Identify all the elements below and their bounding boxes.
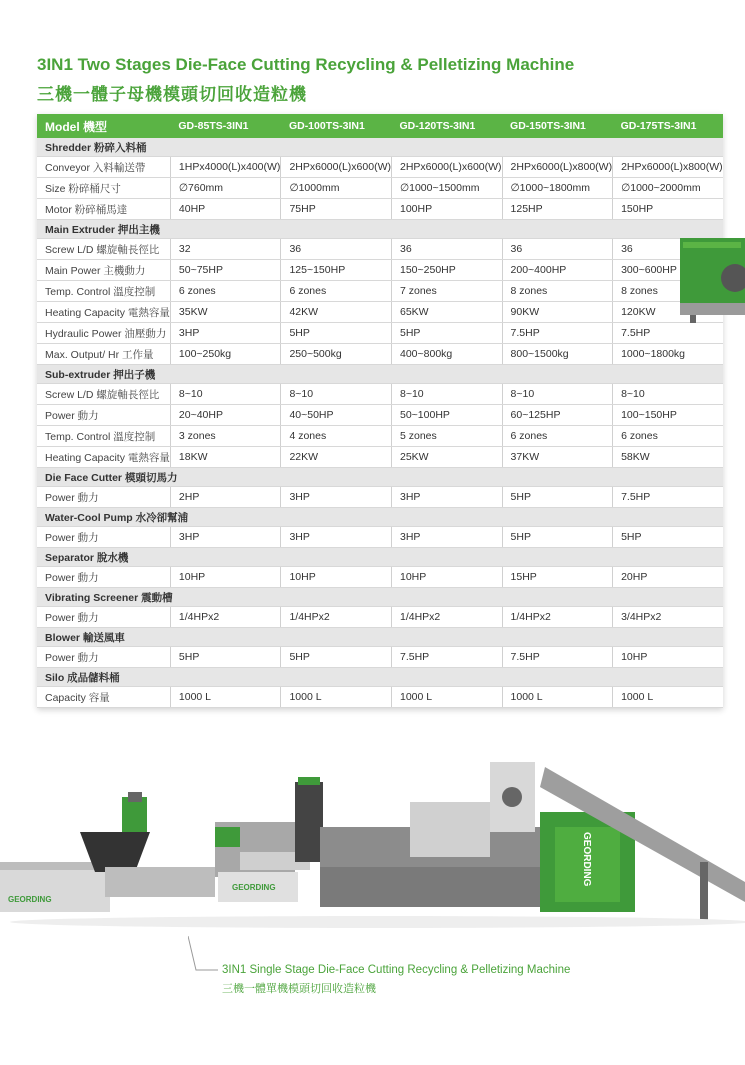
table-cell: 1HPx4000(L)x400(W) <box>170 157 281 178</box>
table-cell: 5HP <box>281 647 392 668</box>
table-cell: 400~800kg <box>391 344 502 365</box>
table-cell: 7.5HP <box>502 323 613 344</box>
row-label: Screw L/D 螺旋軸長徑比 <box>37 239 170 260</box>
table-row <box>37 302 723 323</box>
spec-table <box>37 114 723 708</box>
table-cell: ∅760mm <box>170 178 281 199</box>
page-title: 3IN1 Two Stages Die-Face Cutting Recycling & Pelletizing Machine <box>37 55 575 74</box>
section-row <box>37 628 723 647</box>
table-cell: 100~150HP <box>613 405 723 426</box>
row-label: Size 粉碎桶尺寸 <box>37 178 170 199</box>
table-cell: 5HP <box>502 527 613 548</box>
row-label: Heating Capacity 電熱容量 <box>37 447 170 468</box>
table-cell: 3HP <box>391 527 502 548</box>
table-row <box>37 567 723 588</box>
table-cell: 3HP <box>281 487 392 508</box>
machine-photo-partial <box>680 228 745 323</box>
table-cell: 5HP <box>613 527 723 548</box>
header-model-column: GD-150TS-3IN1 <box>502 114 613 138</box>
row-label: Power 動力 <box>37 567 170 588</box>
table-cell: 10HP <box>170 567 281 588</box>
row-label: Motor 粉碎桶馬達 <box>37 199 170 220</box>
table-cell: 5 zones <box>391 426 502 447</box>
brand-label-1: GEORDING <box>8 895 52 904</box>
table-cell: ∅1000~2000mm <box>613 178 723 199</box>
table-cell: 1/4HPx2 <box>391 607 502 628</box>
table-cell: 42KW <box>281 302 392 323</box>
section-row <box>37 588 723 607</box>
section-label: Separator 脫水機 <box>37 548 723 567</box>
table-row <box>37 527 723 548</box>
table-cell: 10HP <box>613 647 723 668</box>
table-cell: ∅1000~1800mm <box>502 178 613 199</box>
table-cell: 18KW <box>170 447 281 468</box>
section-row <box>37 468 723 487</box>
caption-en: 3IN1 Single Stage Die-Face Cutting Recycling & Pelletizing Machine <box>222 964 571 976</box>
table-cell: 8 zones <box>613 281 723 302</box>
header-model-column: GD-120TS-3IN1 <box>391 114 502 138</box>
table-cell: 36 <box>391 239 502 260</box>
row-label: Capacity 容量 <box>37 687 170 708</box>
table-cell: 300~600HP <box>613 260 723 281</box>
table-cell: 5HP <box>391 323 502 344</box>
row-label: Power 動力 <box>37 647 170 668</box>
table-cell: 7.5HP <box>502 647 613 668</box>
header-model-column: GD-100TS-3IN1 <box>281 114 392 138</box>
table-cell: 20HP <box>613 567 723 588</box>
table-cell: 20~40HP <box>170 405 281 426</box>
row-label: Max. Output/ Hr 工作量 <box>37 344 170 365</box>
table-cell: 5HP <box>170 647 281 668</box>
table-cell: 4 zones <box>281 426 392 447</box>
table-row <box>37 323 723 344</box>
table-cell: ∅1000~1500mm <box>391 178 502 199</box>
header-model-column: GD-85TS-3IN1 <box>170 114 281 138</box>
row-label: Temp. Control 溫度控制 <box>37 281 170 302</box>
table-cell: 125HP <box>502 199 613 220</box>
table-cell: 7.5HP <box>391 647 502 668</box>
table-cell: 7 zones <box>391 281 502 302</box>
section-row <box>37 365 723 384</box>
table-cell: 90KW <box>502 302 613 323</box>
table-cell: 7.5HP <box>613 323 723 344</box>
table-cell: 3 zones <box>170 426 281 447</box>
table-cell: 2HPx6000(L)x600(W) <box>391 157 502 178</box>
table-cell: 25KW <box>391 447 502 468</box>
table-cell: 3/4HPx2 <box>613 607 723 628</box>
page-title-zh: 三機一體子母機模頭切回收造粒機 <box>37 85 307 104</box>
table-cell: 1000 L <box>391 687 502 708</box>
table-row <box>37 344 723 365</box>
table-cell: 5HP <box>502 487 613 508</box>
table-row <box>37 239 723 260</box>
table-row <box>37 647 723 668</box>
table-row <box>37 260 723 281</box>
section-row <box>37 668 723 687</box>
table-cell: 58KW <box>613 447 723 468</box>
table-cell: 3HP <box>170 527 281 548</box>
table-cell: 36 <box>502 239 613 260</box>
section-row <box>37 138 723 157</box>
table-cell: 40HP <box>170 199 281 220</box>
table-cell: 120KW <box>613 302 723 323</box>
table-cell: ∅1000mm <box>281 178 392 199</box>
row-label: Main Power 主機動力 <box>37 260 170 281</box>
table-row <box>37 178 723 199</box>
row-label: Hydraulic Power 油壓動力 <box>37 323 170 344</box>
brand-label-2: GEORDING <box>232 883 276 892</box>
table-row <box>37 687 723 708</box>
section-label: Main Extruder 押出主機 <box>37 220 723 239</box>
table-cell: 200~400HP <box>502 260 613 281</box>
machine-photo <box>0 742 745 932</box>
row-label: Screw L/D 螺旋軸長徑比 <box>37 384 170 405</box>
table-header-row <box>37 114 723 138</box>
table-cell: 8 zones <box>502 281 613 302</box>
row-label: Power 動力 <box>37 487 170 508</box>
table-cell: 2HPx6000(L)x600(W) <box>281 157 392 178</box>
table-cell: 1000 L <box>502 687 613 708</box>
section-label: Shredder 粉碎入料桶 <box>37 138 723 157</box>
table-cell: 1000 L <box>281 687 392 708</box>
table-row <box>37 405 723 426</box>
section-row <box>37 548 723 567</box>
row-label: Heating Capacity 電熱容量 <box>37 302 170 323</box>
row-label: Temp. Control 溫度控制 <box>37 426 170 447</box>
table-cell: 8~10 <box>281 384 392 405</box>
caption-zh: 三機一體單機模頭切回收造粒機 <box>222 983 376 995</box>
table-cell: 6 zones <box>502 426 613 447</box>
table-cell: 1/4HPx2 <box>170 607 281 628</box>
table-row <box>37 447 723 468</box>
table-row <box>37 384 723 405</box>
table-cell: 125~150HP <box>281 260 392 281</box>
table-cell: 15HP <box>502 567 613 588</box>
table-cell: 1000 L <box>613 687 723 708</box>
table-cell: 800~1500kg <box>502 344 613 365</box>
table-cell: 5HP <box>281 323 392 344</box>
section-label: Vibrating Screener 震動槽 <box>37 588 723 607</box>
section-label: Sub-extruder 押出子機 <box>37 365 723 384</box>
table-cell: 250~500kg <box>281 344 392 365</box>
section-label: Water-Cool Pump 水冷卻幫浦 <box>37 508 723 527</box>
table-cell: 36 <box>281 239 392 260</box>
table-cell: 22KW <box>281 447 392 468</box>
table-cell: 6 zones <box>281 281 392 302</box>
table-cell: 32 <box>170 239 281 260</box>
table-cell: 8~10 <box>170 384 281 405</box>
table-cell: 10HP <box>391 567 502 588</box>
table-cell: 3HP <box>281 527 392 548</box>
table-cell: 7.5HP <box>613 487 723 508</box>
table-row <box>37 157 723 178</box>
table-cell: 10HP <box>281 567 392 588</box>
table-row <box>37 426 723 447</box>
table-cell: 2HPx6000(L)x800(W) <box>613 157 723 178</box>
table-cell: 1/4HPx2 <box>281 607 392 628</box>
table-cell: 2HPx6000(L)x800(W) <box>502 157 613 178</box>
table-cell: 1/4HPx2 <box>502 607 613 628</box>
table-cell: 8~10 <box>613 384 723 405</box>
row-label: Power 動力 <box>37 405 170 426</box>
table-cell: 60~125HP <box>502 405 613 426</box>
section-row <box>37 220 723 239</box>
table-cell: 100~250kg <box>170 344 281 365</box>
table-cell: 3HP <box>391 487 502 508</box>
table-row <box>37 199 723 220</box>
table-cell: 6 zones <box>170 281 281 302</box>
table-row <box>37 281 723 302</box>
section-label: Silo 成品儲料桶 <box>37 668 723 687</box>
header-model-label: Model 機型 <box>37 114 170 138</box>
table-cell: 75HP <box>281 199 392 220</box>
row-label: Power 動力 <box>37 607 170 628</box>
table-cell: 150HP <box>613 199 723 220</box>
table-cell: 35KW <box>170 302 281 323</box>
table-cell: 2HP <box>170 487 281 508</box>
table-cell: 50~100HP <box>391 405 502 426</box>
table-row <box>37 607 723 628</box>
caption-pointer <box>188 936 218 976</box>
row-label: Conveyor 入料輸送帶 <box>37 157 170 178</box>
table-cell: 1000~1800kg <box>613 344 723 365</box>
table-cell: 40~50HP <box>281 405 392 426</box>
header-model-column: GD-175TS-3IN1 <box>613 114 723 138</box>
table-cell: 1000 L <box>170 687 281 708</box>
table-cell: 8~10 <box>502 384 613 405</box>
table-cell: 3HP <box>170 323 281 344</box>
table-cell: 36 <box>613 239 723 260</box>
table-cell: 100HP <box>391 199 502 220</box>
table-cell: 8~10 <box>391 384 502 405</box>
section-label: Blower 輸送風車 <box>37 628 723 647</box>
table-cell: 65KW <box>391 302 502 323</box>
brand-label-3: GEORDING <box>581 832 592 887</box>
row-label: Power 動力 <box>37 527 170 548</box>
section-row <box>37 508 723 527</box>
table-cell: 37KW <box>502 447 613 468</box>
section-label: Die Face Cutter 模頭切馬力 <box>37 468 723 487</box>
table-cell: 6 zones <box>613 426 723 447</box>
table-cell: 50~75HP <box>170 260 281 281</box>
table-row <box>37 487 723 508</box>
table-cell: 150~250HP <box>391 260 502 281</box>
